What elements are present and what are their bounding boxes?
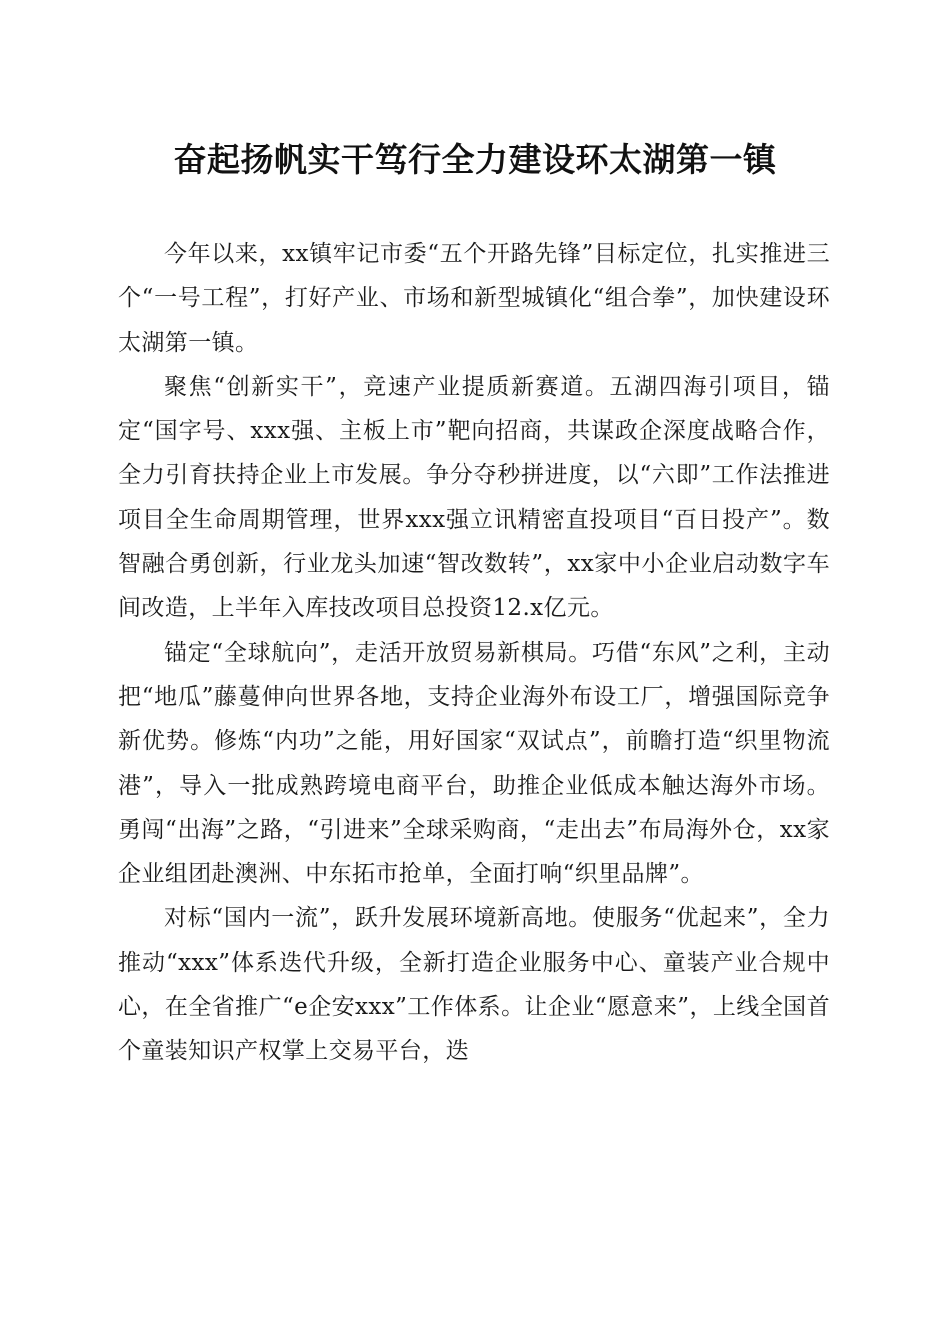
- document-body: [118, 232, 830, 1074]
- paragraph-global: 锚定“全球航向”，走活开放贸易新棋局。巧借“东风”之利，主动把“地瓜”藤蔓伸向世界各地，支持企业海外布设工厂，增强国际竞争新优势。修炼“内功”之能，用好国家“双试点”，前瞻打造“织里物流港”，导入一批成熟跨境电商平台，助推企业低成本触达海外市场。勇闯“出海”之路，“引进来”全球采购商，“走出去”布局海外仓，xx家企业组团赴澳洲、中东拓市抢单，全面打响“织里品牌”。: [118, 639, 830, 888]
- paragraph-environment: 对标“国内一流”，跃升发展环境新高地。使服务“优起来”，全力推动“xxx”体系迭代升级，全新打造企业服务中心、童装产业合规中心，在全省推广“e企安xxx”工作体系。让企业“愿意来”，上线全国首个童装知识产权掌上交易平台，迭: [118, 905, 830, 1065]
- paragraph-innovation: 聚焦“创新实干”，竞速产业提质新赛道。五湖四海引项目，锚定“国字号、xxx强、主板上市”靶向招商，共谋政企深度战略合作，全力引育扶持企业上市发展。争分夺秒拼进度，以“六即”工作法推进项目全生命周期管理，世界xxx强立讯精密直投项目“百日投产”。数智融合勇创新，行业龙头加速“智改数转”，xx家中小企业启动数字车间改造，上半年入库技改项目总投资12.x亿元。: [118, 373, 830, 622]
- paragraph-intro: 今年以来，xx镇牢记市委“五个开路先锋”目标定位，扎实推进三个“一号工程”，打好产业、市场和新型城镇化“组合拳”，加快建设环太湖第一镇。: [118, 241, 830, 356]
- document-title: 奋起扬帆实干笃行全力建设环太湖第一镇: [173, 140, 777, 179]
